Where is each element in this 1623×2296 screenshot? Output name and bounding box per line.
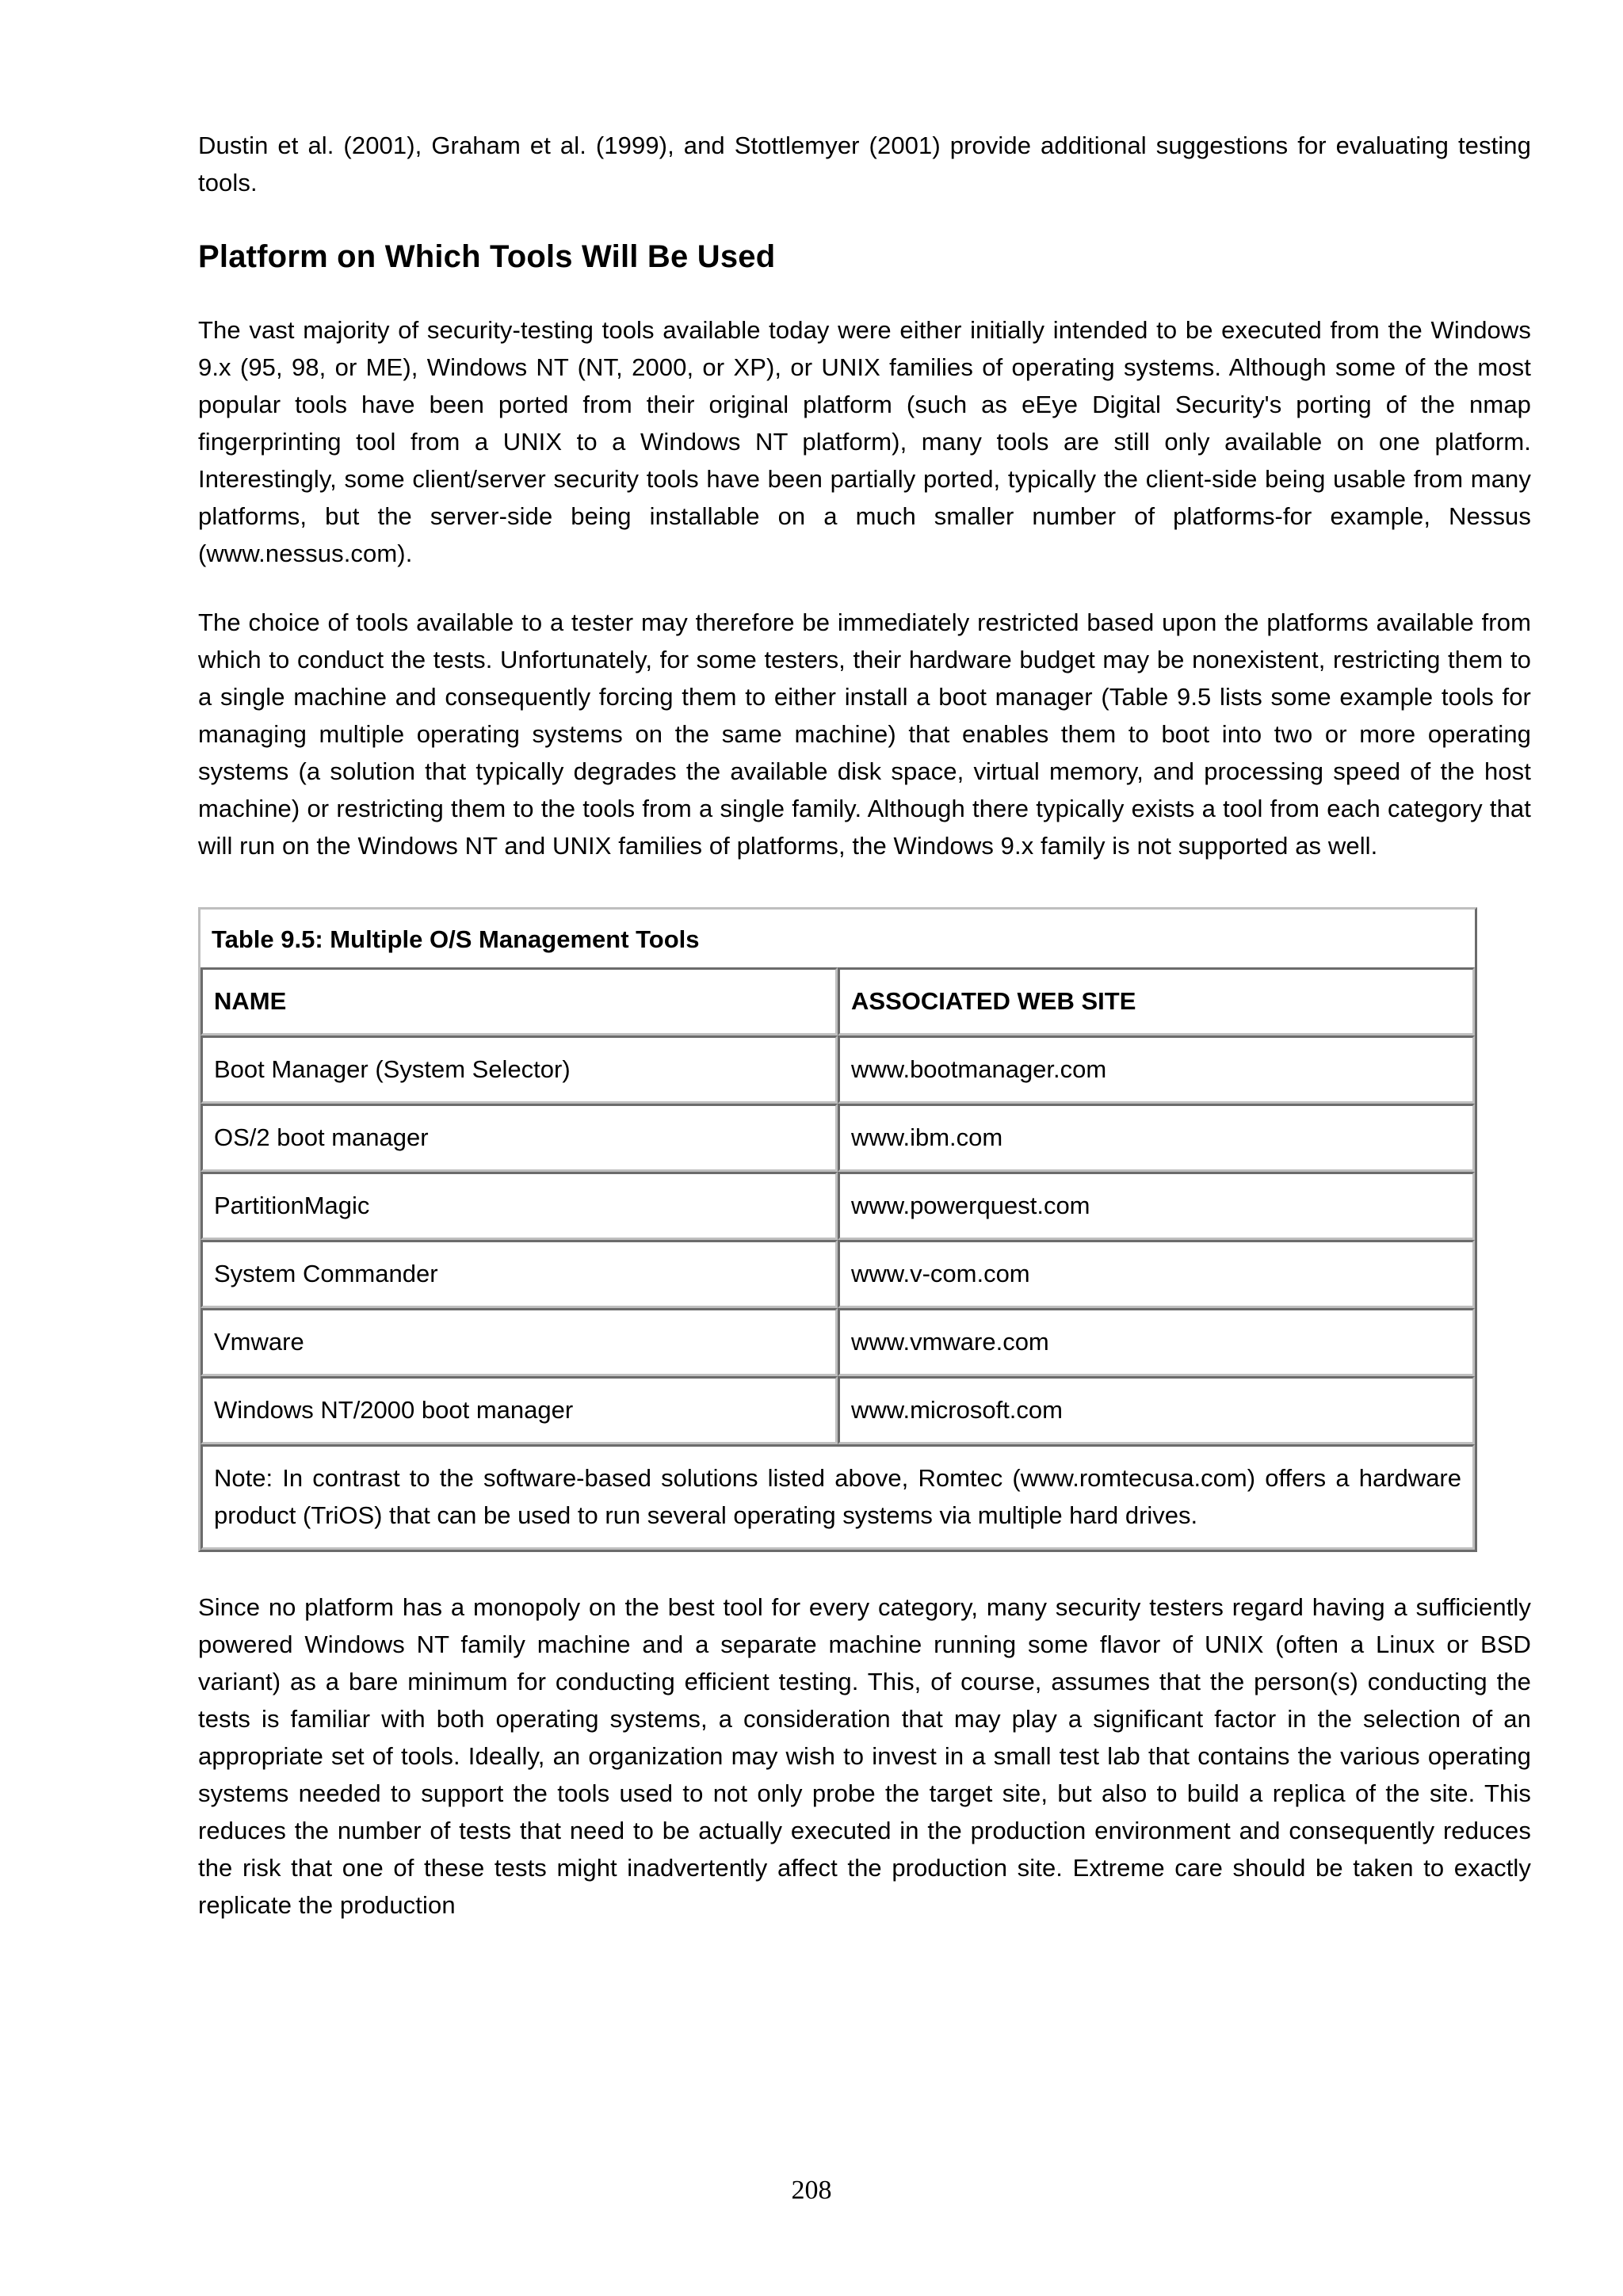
- column-header-website: ASSOCIATED WEB SITE: [838, 967, 1475, 1035]
- os-management-tools-table: [198, 907, 1477, 1552]
- page-number: 208: [791, 2176, 832, 2205]
- table-note-row: [200, 1444, 1475, 1550]
- table-container: [198, 907, 1477, 1552]
- column-header-name: NAME: [200, 967, 838, 1035]
- cell-tool-name: Windows NT/2000 boot manager: [200, 1376, 838, 1444]
- cell-tool-website: www.microsoft.com: [838, 1376, 1475, 1444]
- table-row: [200, 1104, 1475, 1172]
- page-content: [198, 127, 1531, 1955]
- intro-paragraph: Dustin et al. (2001), Graham et al. (1999), and Stottlemyer (2001) provide additional suggestions for evaluating testing tools.: [198, 132, 1531, 196]
- paragraph-test-lab: Since no platform has a monopoly on the best tool for every category, many security testers regard having a sufficiently powered Windows NT family machine and a separate machine running some flavor of UNIX (often a Linux or BSD variant) as a bare minimum for conducting efficient testing. This, of course, assumes that the person(s) conducting the tests is familiar with both operating systems, a consideration that may play a significant factor in the selection of an appropriate set of tools. Ideally, an organization may wish to invest in a small test lab that contains the various operating systems needed to support the tools used to not only probe the target site, but also to build a replica of the site. This reduces the number of tests that need to be actually executed in the production environment and consequently reduces the risk that one of these tests might inadvertently affect the production site. Extreme care should be taken to exactly replicate the production: [198, 1593, 1531, 1919]
- cell-tool-name: OS/2 boot manager: [200, 1104, 838, 1172]
- paragraph-tool-choice: The choice of tools available to a tester may therefore be immediately restricted based upon the platforms available from which to conduct the tests. Unfortunately, for some testers, their hardware budget may be nonexistent, restricting them to a single machine and consequently forcing them to either install a boot manager (Table 9.5 lists some example tools for managing multiple operating systems on the same machine) that enables them to boot into two or more operating systems (a solution that typically degrades the available disk space, virtual memory, and processing speed of the host machine) or restricting them to the tools from a single family. Although there typically exists a tool from each category that will run on the Windows NT and UNIX families of platforms, the Windows 9.x family is not supported as well.: [198, 608, 1531, 860]
- cell-tool-name: PartitionMagic: [200, 1172, 838, 1240]
- table-row: [200, 1376, 1475, 1444]
- cell-tool-name: Boot Manager (System Selector): [200, 1035, 838, 1104]
- cell-tool-website: www.ibm.com: [838, 1104, 1475, 1172]
- cell-tool-website: www.v-com.com: [838, 1240, 1475, 1308]
- paragraph-platform-overview: The vast majority of security-testing tools available today were either initially intended to be executed from the Windows 9.x (95, 98, or ME), Windows NT (NT, 2000, or XP), or UNIX families of operating systems. Although some of the most popular tools have been ported from their original platform (such as eEye Digital Security's porting of the nmap fingerprinting tool from a UNIX to a Windows NT platform), many tools are still only available on one platform. Interestingly, some client/server security tools have been partially ported, typically the client-side being usable from many platforms, but the server-side being installable on a much smaller number of platforms-for example, Nessus (www.nessus.com).: [198, 316, 1531, 567]
- table-caption: Table 9.5: Multiple O/S Management Tools: [200, 910, 1475, 967]
- cell-tool-website: www.bootmanager.com: [838, 1035, 1475, 1104]
- cell-tool-name: System Commander: [200, 1240, 838, 1308]
- cell-tool-name: Vmware: [200, 1308, 838, 1376]
- table-header-row: [200, 967, 1475, 1035]
- table-row: [200, 1035, 1475, 1104]
- section-heading: Platform on Which Tools Will Be Used: [198, 239, 776, 274]
- table-row: [200, 1172, 1475, 1240]
- table-row: [200, 1308, 1475, 1376]
- table-caption-row: [200, 910, 1475, 967]
- table-row: [200, 1240, 1475, 1308]
- table-note: Note: In contrast to the software-based solutions listed above, Romtec (www.romtecusa.com) offers a hardware product (TriOS) that can be used to run several operating systems via multiple hard drives.: [200, 1444, 1475, 1550]
- cell-tool-website: www.powerquest.com: [838, 1172, 1475, 1240]
- cell-tool-website: www.vmware.com: [838, 1308, 1475, 1376]
